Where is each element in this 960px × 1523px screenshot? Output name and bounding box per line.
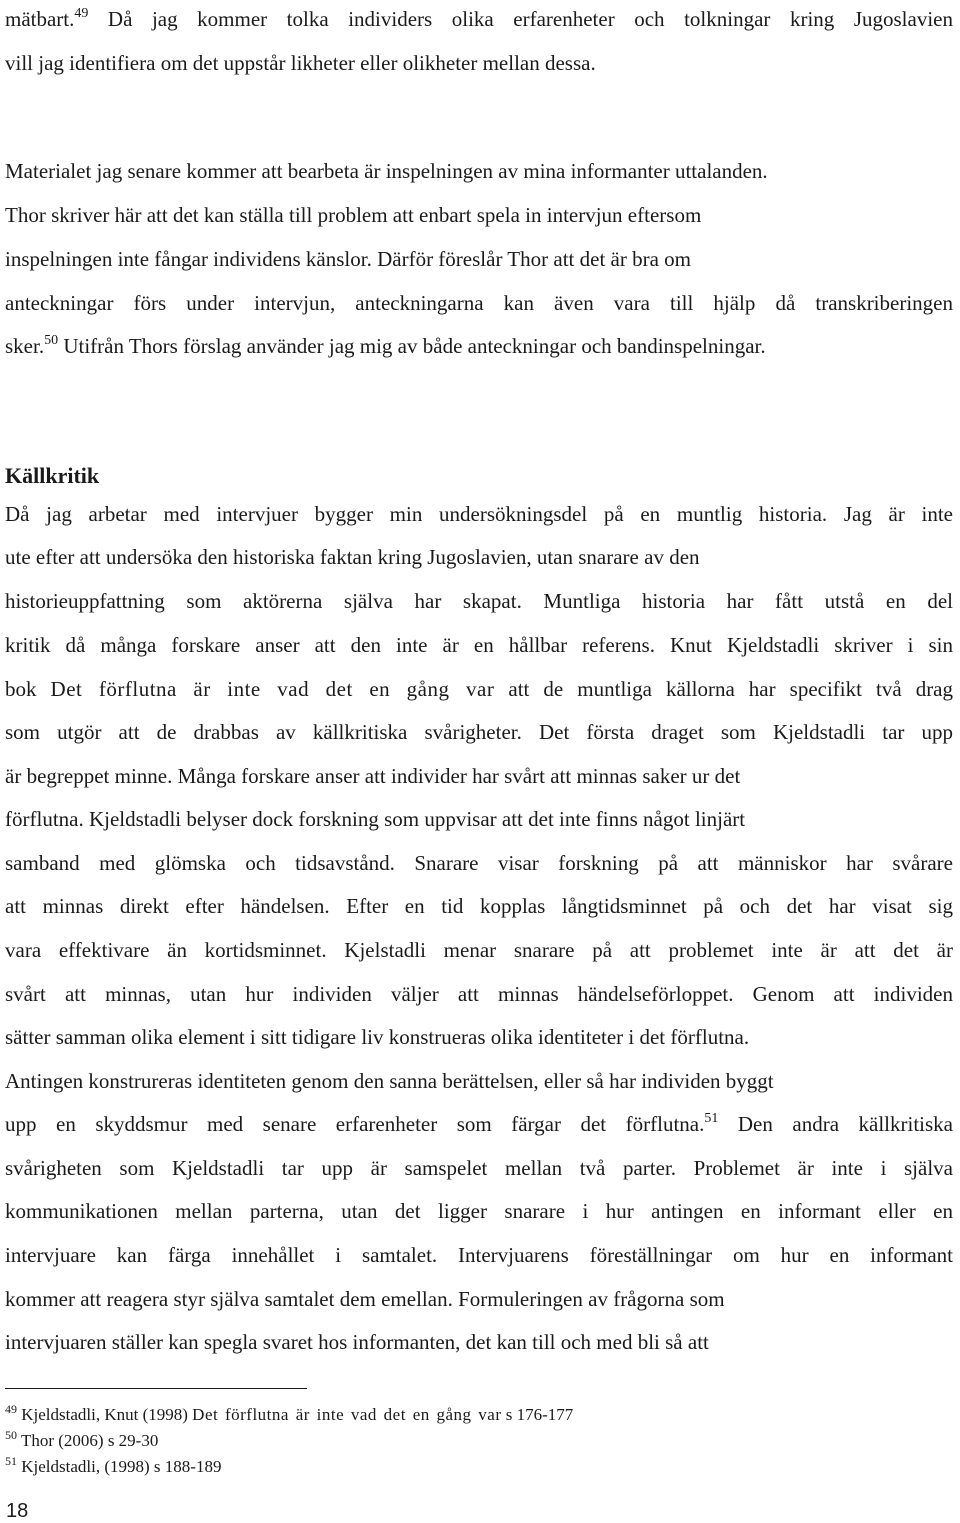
body-text-line: mätbart.$^{49}$ Då jag kommer tolka individers olika erfarenheter och tolkningar kring Jugoslavien — [5, 6, 953, 31]
body-text-line: förflutna. Kjeldstadli belyser dock forskning som uppvisar att det inte finns något linjärt — [5, 807, 746, 831]
body-text-line: sker.$^{50}$ Utifrån Thors förslag använder jag mig av både anteckningar och bandinspelningar. — [5, 333, 766, 358]
body-text-line: historieuppfattning som aktörerna själva har skapat. Muntliga historia har fått utstå en del — [5, 589, 953, 613]
body-text-line: Då jag arbetar med intervjuer bygger min undersökningsdel på en muntlig historia. Jag är inte — [5, 502, 953, 526]
footnote-number: 51 — [5, 1454, 17, 1468]
book-title: Det förflutna är inte vad det en gång var — [192, 1405, 502, 1424]
footnote: $^{51}$ Kjeldstadli, (1998) s 188-189 — [5, 1454, 222, 1476]
body-text-line: som utgör att de drabbas av källkritiska svårigheter. Det första draget som Kjeldstadli tar upp — [5, 720, 953, 744]
body-text-line: Materialet jag senare kommer att bearbeta är inspelningen av mina informanter uttalanden. — [5, 159, 768, 183]
body-text-line: vill jag identifiera om det uppstår likheter eller olikheter mellan dessa. — [5, 51, 596, 75]
body-text-line: ute efter att undersöka den historiska faktan kring Jugoslavien, utan snarare av den — [5, 545, 700, 569]
body-text-line: är begreppet minne. Många forskare anser att individer har svårt att minnas saker ur det — [5, 764, 741, 788]
body-text-line: kommer att reagera styr själva samtalet dem emellan. Formuleringen av frågorna som — [5, 1287, 725, 1311]
body-text-line: samband med glömska och tidsavstånd. Snarare visar forskning på att människor har svårare — [5, 851, 953, 875]
body-text-line: kritik då många forskare anser att den inte är en hållbar referens. Knut Kjeldstadli skriver i sin — [5, 633, 953, 657]
body-text-line: svårt att minnas, utan hur individen väljer att minnas händelseförloppet. Genom att individen — [5, 982, 953, 1006]
body-text-line: upp en skyddsmur med senare erfarenheter som färgar det förflutna.$^{51}$ Den andra källkritiska — [5, 1111, 953, 1136]
body-text-line: Antingen konstrureras identiteten genom den sanna berättelsen, eller så har individen byggt — [5, 1069, 774, 1093]
footnote-number: 49 — [5, 1402, 17, 1416]
body-text-line: anteckningar förs under intervjun, anteckningarna kan även vara till hjälp då transkriberingen — [5, 291, 953, 315]
footnote-ref[interactable]: 49 — [74, 6, 89, 21]
body-text-line: kommunikationen mellan parterna, utan det ligger snarare i hur antingen en informant eller en — [5, 1199, 953, 1223]
body-text-line: att minnas direkt efter händelsen. Efter en tid kopplas långtidsminnet på och det har visat sig — [5, 894, 953, 918]
footnote: $^{50}$ Thor (2006) s 29-30 — [5, 1428, 159, 1450]
footnote-separator — [5, 1388, 307, 1389]
body-text-line: intervjuare kan färga innehållet i samtalet. Intervjuarens föreställningar om hur en informant — [5, 1243, 953, 1267]
footnote-ref[interactable]: 50 — [44, 333, 59, 348]
body-text-line: inspelningen inte fångar individens känslor. Därför föreslår Thor att det är bra om — [5, 247, 691, 271]
body-text-line: bok Det förflutna är inte vad det en gång var att de muntliga källorna har specifikt två drag — [5, 677, 954, 701]
section-heading: Källkritik — [5, 463, 100, 488]
body-text-line: vara effektivare än kortidsminnet. Kjelstadli menar snarare på att problemet inte är att det är — [5, 938, 953, 962]
page-number: 18 — [6, 1500, 29, 1522]
book-title: Det förflutna är inte vad det en gång var — [50, 677, 495, 701]
body-text-line: sätter samman olika element i sitt tidigare liv konstrueras olika identiteter i det förflutna. — [5, 1025, 750, 1049]
body-text-line: intervjuaren ställer kan spegla svaret hos informanten, det kan till och med bli så att — [5, 1330, 709, 1354]
footnote-number: 50 — [5, 1428, 17, 1442]
footnote: $^{49}$ Kjeldstadli, Knut (1998) Det förflutna är inte vad det en gång var s 176-177 — [5, 1402, 574, 1424]
body-text-line: svårigheten som Kjeldstadli tar upp är samspelet mellan två parter. Problemet är inte i själva — [5, 1156, 953, 1180]
footnote-ref[interactable]: 51 — [704, 1111, 719, 1126]
body-text-line: Thor skriver här att det kan ställa till problem att enbart spela in intervjun eftersom — [5, 203, 702, 227]
